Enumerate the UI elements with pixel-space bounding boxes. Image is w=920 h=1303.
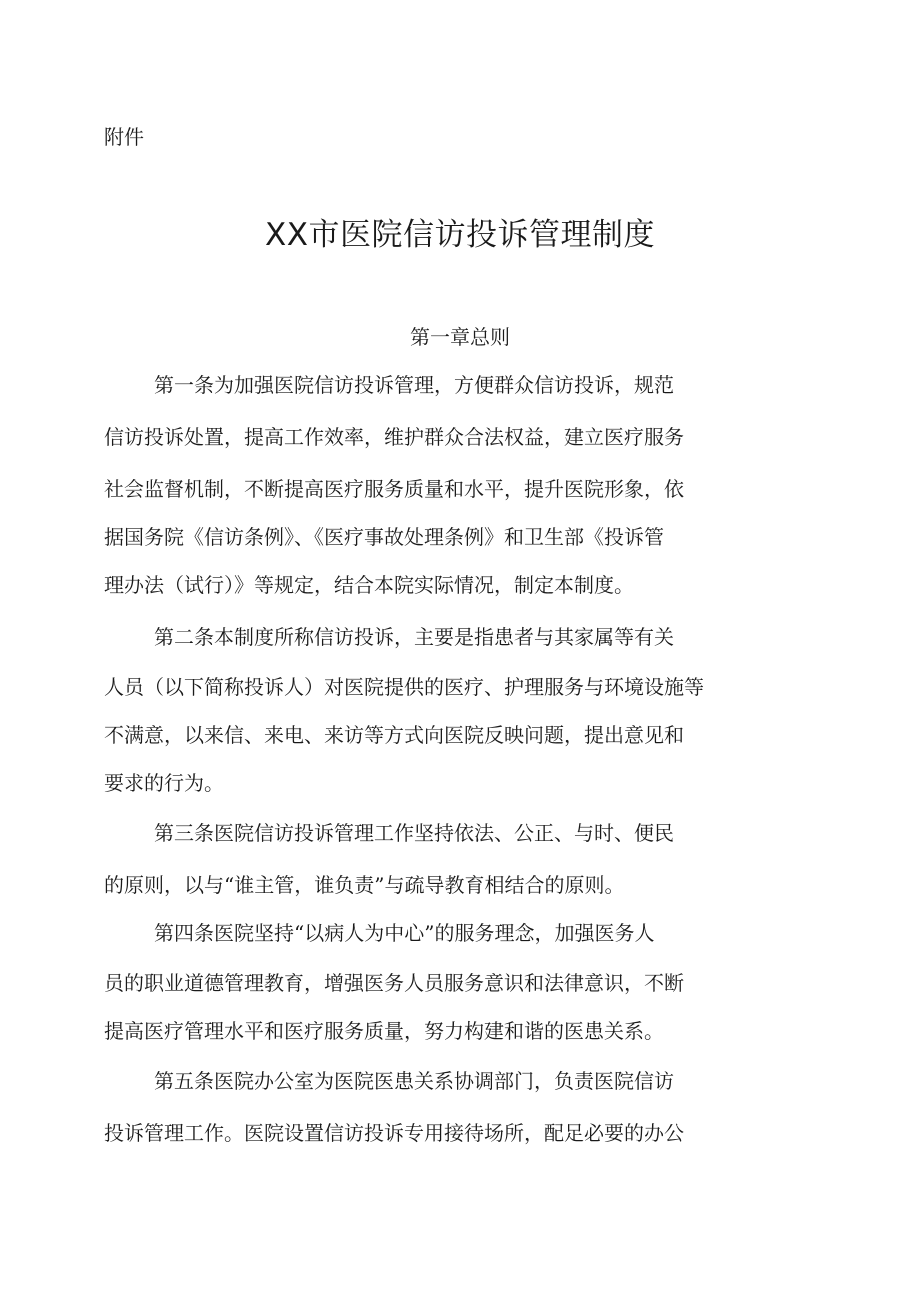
- article-4-line-1: 第四条医院坚持“以病人为中心”的服务理念，加强医务人: [154, 921, 655, 945]
- article-5-line-1: 第五条医院办公室为医院医患关系协调部门，负责医院信访: [154, 1069, 674, 1093]
- article-1-line-5: 理办法（试行）》等规定，结合本院实际情况，制定本制度。: [104, 573, 634, 597]
- article-3-line-2: 的原则，以与“谁主管，谁负责”与疏导教育相结合的原则。: [104, 873, 625, 897]
- article-1-line-1: 第一条为加强医院信访投诉管理，方便群众信访投诉，规范: [154, 373, 674, 397]
- article-1-line-4: 据国务院《信访条例》、《医疗事故处理条例》和卫生部《投诉管: [104, 525, 664, 549]
- document-title: XX市医院信访投诉管理制度: [265, 217, 655, 253]
- article-2-line-2: 人员（以下简称投诉人）对医院提供的医疗、护理服务与环境设施等: [104, 675, 704, 699]
- article-2-line-4: 要求的行为。: [104, 771, 224, 795]
- article-2-line-1: 第二条本制度所称信访投诉，主要是指患者与其家属等有关: [154, 625, 674, 649]
- article-3-line-1: 第三条医院信访投诉管理工作坚持依法、公正、与时、便民: [154, 821, 674, 845]
- article-4-line-3: 提高医疗管理水平和医疗服务质量，努力构建和谐的医患关系。: [104, 1019, 664, 1043]
- article-1-line-3: 社会监督机制，不断提高医疗服务质量和水平，提升医院形象，依: [104, 477, 684, 501]
- article-5-line-2: 投诉管理工作。医院设置信访投诉专用接待场所，配足必要的办公: [104, 1121, 684, 1145]
- attachment-label: 附件: [104, 125, 144, 149]
- article-2-line-3: 不满意，以来信、来电、来访等方式向医院反映问题，提出意见和: [104, 723, 684, 747]
- article-1-line-2: 信访投诉处置，提高工作效率，维护群众合法权益，建立医疗服务: [104, 425, 684, 449]
- article-4-line-2: 员的职业道德管理教育，增强医务人员服务意识和法律意识，不断: [104, 971, 684, 995]
- chapter-heading: 第一章总则: [410, 325, 510, 349]
